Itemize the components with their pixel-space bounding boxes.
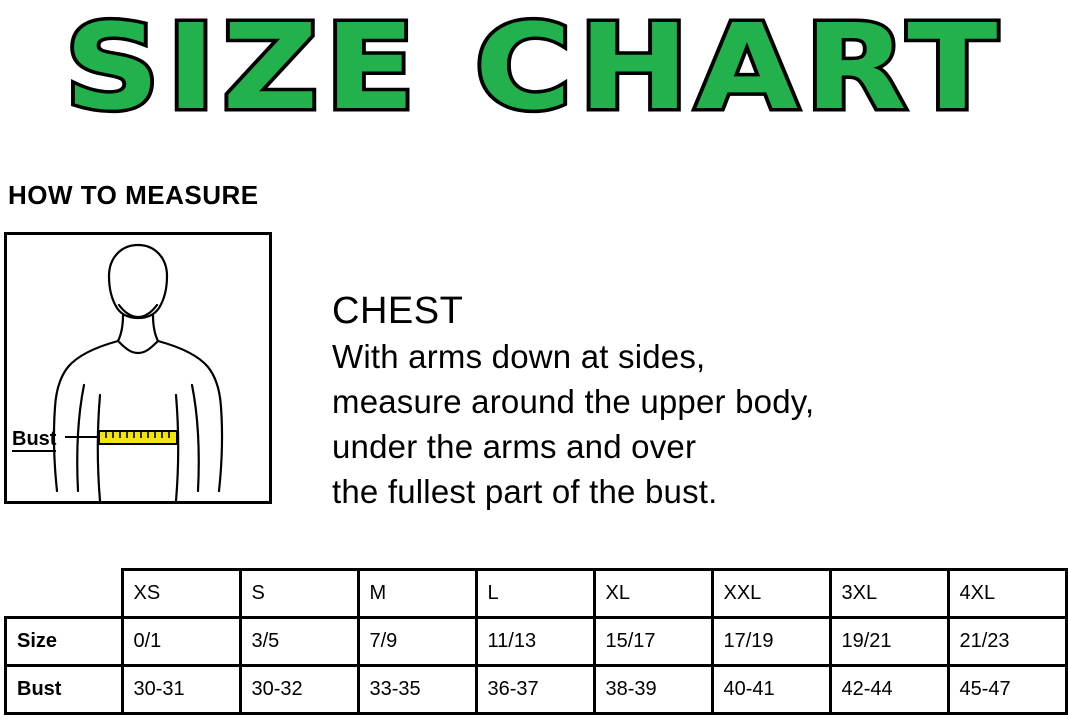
table-col-header-l: L <box>476 570 594 618</box>
table-col-header-3xl: 3XL <box>830 570 948 618</box>
page-title-text: SIZE CHART <box>64 0 1005 136</box>
table-row <box>6 666 1067 714</box>
table-cell-bust-3xl: 42-44 <box>830 666 948 714</box>
table-cell-bust-l: 36-37 <box>476 666 594 714</box>
table-corner-cell <box>6 570 123 618</box>
chest-line-2: measure around the upper body, <box>332 383 815 420</box>
page-title <box>8 0 1061 142</box>
chest-line-3: under the arms and over <box>332 428 697 465</box>
bust-callout-label: Bust <box>12 428 57 450</box>
size-chart-table <box>4 568 1068 715</box>
table-row <box>6 618 1067 666</box>
table-cell-bust-xs: 30-31 <box>122 666 240 714</box>
table-cell-bust-s: 30-32 <box>240 666 358 714</box>
table-row-header-size: Size <box>6 618 123 666</box>
measuring-tape <box>65 431 177 444</box>
table-row-header-bust: Bust <box>6 666 123 714</box>
table-col-header-m: M <box>358 570 476 618</box>
table-cell-size-4xl: 21/23 <box>948 618 1066 666</box>
table-col-header-xxl: XXL <box>712 570 830 618</box>
table-cell-size-m: 7/9 <box>358 618 476 666</box>
table-cell-bust-xxl: 40-41 <box>712 666 830 714</box>
chest-instructions <box>332 288 932 514</box>
table-cell-size-xxl: 17/19 <box>712 618 830 666</box>
chest-heading: CHEST <box>332 290 464 332</box>
measurement-illustration <box>4 232 272 504</box>
table-cell-size-s: 3/5 <box>240 618 358 666</box>
table-cell-size-3xl: 19/21 <box>830 618 948 666</box>
table-col-header-xl: XL <box>594 570 712 618</box>
table-cell-size-l: 11/13 <box>476 618 594 666</box>
chest-line-1: With arms down at sides, <box>332 338 706 375</box>
table-cell-bust-m: 33-35 <box>358 666 476 714</box>
page-title-banner <box>0 0 1005 150</box>
female-torso-diagram <box>7 235 269 501</box>
table-cell-size-xl: 15/17 <box>594 618 712 666</box>
table-cell-bust-4xl: 45-47 <box>948 666 1066 714</box>
table-col-header-4xl: 4XL <box>948 570 1066 618</box>
table-cell-size-xs: 0/1 <box>122 618 240 666</box>
chest-line-4: the fullest part of the bust. <box>332 473 718 510</box>
table-header-row <box>6 570 1067 618</box>
table-col-header-s: S <box>240 570 358 618</box>
table-cell-bust-xl: 38-39 <box>594 666 712 714</box>
table-col-header-xs: XS <box>122 570 240 618</box>
how-to-measure-heading: HOW TO MEASURE <box>8 180 259 210</box>
